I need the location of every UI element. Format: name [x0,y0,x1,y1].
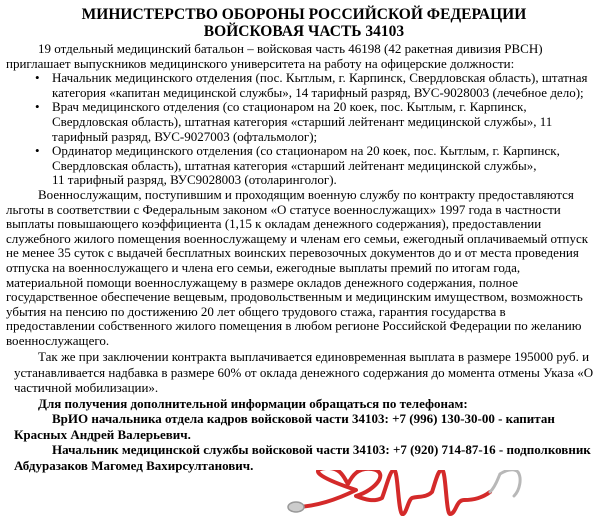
contact-line: Красных Андрей Валерьевич. [14,426,191,442]
position-line: категория «капитан медицинской службы», 14 тарифный разряд, ВУС-9028003 (лечебное дело); [52,84,584,100]
position-line: 11 тарифный разряд, ВУС9028003 (отоларинголог). [52,172,337,188]
benefits-line: материальной помощи военнослужащему в размере окладов денежного содержания, полное [6,274,519,290]
benefits-line: предоставлении собственного жилого помещения в любом регионе Российской Федерации по желанию [6,318,582,334]
position-line: Свердловская область), штатная категория «старший лейтенант медицинской службы», 11 [52,113,553,129]
payment-line: частичной мобилизации». [14,380,159,395]
stethoscope-earpieces [490,470,520,496]
benefits-line: Военнослужащим, поступившим и проходящим военную службу по контракту предоставляются [38,186,574,202]
stethoscope-heartbeat-image [286,470,532,516]
benefits-line: государственное обеспечение вещевым, продовольственным и медицинским имуществом, возможность [6,289,583,305]
position-line: Свердловская область), штатная категория «старший лейтенант медицинской службы», [52,157,537,173]
benefits-line: выплаты повышающего коэффициента (1,15 к окладам денежного содержания), предоставлении [6,216,542,232]
page-title: МИНИСТЕРСТВО ОБОРОНЫ РОССИЙСКОЙ ФЕДЕРАЦИИ [81,6,527,23]
main-text [0,42,608,348]
contact-line: Абдуразаков Магомед Вахирсултанович. [14,457,254,473]
benefits-line: служебного жилого помещения военнослужащему и членам его семьи, ежегодный оплачиваемый отпуск [6,230,589,246]
contact-line: ВрИО начальника отдела кадров войсковой части 34103: +7 (996) 130-30-00 - капитан [52,411,555,426]
page-subtitle: ВОЙСКОВАЯ ЧАСТЬ 34103 [203,23,405,40]
benefits-line: отпуска на военнослужащего и члена его семьи, ежегодные выплаты премий по итогам года, [6,259,521,275]
stethoscope-chestpiece [288,502,304,512]
position-item: • Начальник медицинского отделения (пос. Кытлым, г. Карпинск, Свердловская область), штатная [52,71,608,86]
contacts-text [0,349,608,473]
stethoscope-tube [298,470,490,514]
intro-line: приглашает выпускников медицинского университета на работу на офицерские должности: [6,55,515,71]
position-item: • Ординатор медицинского отделения (со стационаром на 20 коек, пос. Кытлым, г. Карпинск, [52,144,608,159]
benefits-line: льготы в соответствии с Федеральным законом «О статусе военнослужащих» 1997 года в частности [6,201,561,217]
benefits-line: убытия на пенсию по достижению 20 лет общего трудового стажа, гарантия государства в [6,303,506,319]
contacts-heading: Для получения дополнительной информации обращаться по телефонам: [38,395,468,411]
payment-line: Так же при заключении контракта выплачивается единовременная выплата в размере 195000 руб. и [38,349,590,364]
position-line: тарифный разряд, ВУС-9027003 (офтальмолог); [52,128,318,144]
intro-line: 19 отдельный медицинский батальон – войсковая часть 46198 (42 ракетная дивизия РВСН) [38,41,543,56]
payment-line: устанавливается надбавка в размере 60% от оклада денежного содержания до момента отмены Указа «О [14,364,594,380]
position-item: • Врач медицинского отделения (со стационаром на 20 коек, пос. Кытлым, г. Карпинск, [52,100,608,115]
benefits-line: военнослужащего. [6,332,110,348]
benefits-line: не менее 35 суток с выдачей бесплатных воинских перевозочных документов до и от места проведения [6,245,579,261]
contact-line: Начальник медицинской службы войсковой части 34103: +7 (920) 714-87-16 - подполковник [52,442,591,457]
